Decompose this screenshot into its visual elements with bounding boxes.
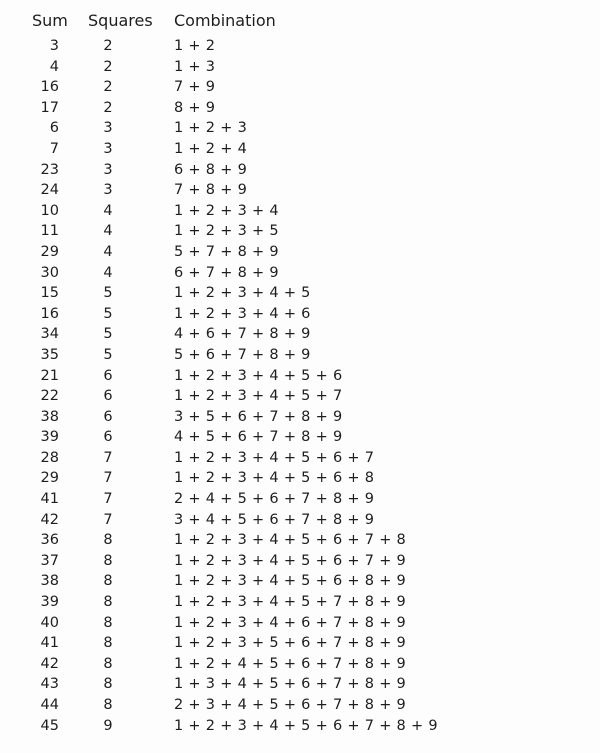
combination-cell: 6 + 7 + 8 + 9 <box>174 264 279 281</box>
table-row <box>0 304 600 325</box>
squares-cell: 5 <box>103 346 113 363</box>
squares-cell: 6 <box>103 429 113 446</box>
sum-cell: 11 <box>40 223 59 240</box>
combination-cell: 3 + 4 + 5 + 6 + 7 + 8 + 9 <box>174 511 375 528</box>
squares-cell: 7 <box>103 470 113 487</box>
combination-cell: 1 + 3 + 4 + 5 + 6 + 7 + 8 + 9 <box>174 676 407 693</box>
sum-cell: 4 <box>49 58 59 75</box>
table-row <box>0 695 600 716</box>
sum-cell: 41 <box>40 491 59 508</box>
table-row <box>0 386 600 407</box>
combination-cell: 1 + 2 <box>174 38 216 54</box>
squares-cell: 5 <box>103 326 113 343</box>
squares-cell: 8 <box>103 655 113 672</box>
squares-cell: 4 <box>103 243 113 260</box>
sum-cell: 34 <box>40 326 59 343</box>
table-row <box>0 98 600 119</box>
squares-cell: 8 <box>103 697 113 713</box>
table-body <box>0 36 600 736</box>
sum-cell: 38 <box>40 408 59 425</box>
combination-cell: 1 + 2 + 3 + 4 + 5 + 7 <box>174 388 343 405</box>
combination-cell: 1 + 2 + 3 + 4 <box>174 202 279 219</box>
squares-cell: 4 <box>103 264 113 281</box>
combination-cell: 1 + 2 + 3 + 5 + 6 + 7 + 8 + 9 <box>174 635 407 652</box>
sum-cell: 41 <box>40 635 59 652</box>
combination-cell: 4 + 6 + 7 + 8 + 9 <box>174 326 311 343</box>
table-row <box>0 263 600 284</box>
squares-cell: 6 <box>103 408 113 425</box>
table-row <box>0 407 600 428</box>
squares-cell: 2 <box>103 58 113 75</box>
table-row <box>0 118 600 139</box>
squares-cell: 5 <box>103 285 113 302</box>
squares-cell: 2 <box>103 79 113 96</box>
combination-cell: 1 + 2 + 3 + 4 + 6 + 7 + 8 + 9 <box>174 614 407 631</box>
squares-cell: 8 <box>103 573 113 590</box>
table-row <box>0 530 600 551</box>
table-row <box>0 654 600 675</box>
squares-cell: 3 <box>103 120 113 137</box>
table-row <box>0 427 600 448</box>
table-row <box>0 551 600 572</box>
table-row <box>0 345 600 366</box>
sum-cell: 3 <box>49 38 59 54</box>
combination-cell: 2 + 4 + 5 + 6 + 7 + 8 + 9 <box>174 491 375 508</box>
sum-cell: 29 <box>40 243 59 260</box>
combination-cell: 1 + 2 + 4 + 5 + 6 + 7 + 8 + 9 <box>174 655 407 672</box>
table-row <box>0 77 600 98</box>
table-row <box>0 592 600 613</box>
table-row <box>0 160 600 181</box>
squares-cell: 6 <box>103 388 113 405</box>
squares-cell: 8 <box>103 635 113 652</box>
combination-cell: 8 + 9 <box>174 99 216 116</box>
sum-cell: 38 <box>40 573 59 590</box>
combination-cell: 7 + 8 + 9 <box>174 182 248 199</box>
sum-cell: 42 <box>40 511 59 528</box>
combination-cell: 1 + 2 + 3 <box>174 120 248 137</box>
combination-cell: 1 + 2 + 3 + 4 + 5 + 6 + 8 + 9 <box>174 573 407 590</box>
squares-cell: 8 <box>103 532 113 549</box>
sum-cell: 45 <box>40 717 59 734</box>
sum-cell: 23 <box>40 161 59 178</box>
sum-cell: 16 <box>40 305 59 322</box>
squares-cell: 4 <box>103 202 113 219</box>
sum-cell: 28 <box>40 449 59 466</box>
sum-cell: 6 <box>49 120 59 137</box>
squares-cell: 9 <box>103 717 113 734</box>
combination-cell: 7 + 9 <box>174 79 216 96</box>
table-row <box>0 180 600 201</box>
table-row <box>0 36 600 57</box>
squares-cell: 3 <box>103 140 113 157</box>
table-row <box>0 716 600 737</box>
combination-cell: 1 + 2 + 3 + 4 + 5 + 6 + 8 <box>174 470 375 487</box>
combination-cell: 1 + 2 + 3 + 4 + 5 + 6 + 7 + 8 + 9 <box>174 717 438 734</box>
combination-cell: 1 + 2 + 4 <box>174 140 248 157</box>
sum-cell: 35 <box>40 346 59 363</box>
combination-cell: 4 + 5 + 6 + 7 + 8 + 9 <box>174 429 343 446</box>
table-row <box>0 613 600 634</box>
combination-cell: 3 + 5 + 6 + 7 + 8 + 9 <box>174 408 343 425</box>
sum-cell: 21 <box>40 367 59 384</box>
sum-cell: 37 <box>40 552 59 569</box>
squares-cell: 8 <box>103 594 113 611</box>
squares-cell: 7 <box>103 511 113 528</box>
combination-cell: 1 + 2 + 3 + 4 + 5 + 6 <box>174 367 343 384</box>
combination-cell: 1 + 2 + 3 + 4 + 5 + 6 + 7 + 9 <box>174 552 407 569</box>
table-row <box>0 366 600 387</box>
sum-cell: 40 <box>40 614 59 631</box>
table-row <box>0 571 600 592</box>
sum-cell: 17 <box>40 99 59 116</box>
squares-cell: 2 <box>103 38 113 54</box>
header-sum: Sum <box>32 11 68 30</box>
combination-cell: 2 + 3 + 4 + 5 + 6 + 7 + 8 + 9 <box>174 697 407 713</box>
sum-cell: 10 <box>40 202 59 219</box>
table-row <box>0 221 600 242</box>
table-row <box>0 510 600 531</box>
combination-cell: 6 + 8 + 9 <box>174 161 248 178</box>
table-row <box>0 139 600 160</box>
squares-cell: 4 <box>103 223 113 240</box>
sum-cell: 43 <box>40 676 59 693</box>
combination-cell: 1 + 3 <box>174 58 216 75</box>
sum-cell: 39 <box>40 429 59 446</box>
table-row <box>0 57 600 78</box>
sum-cell: 39 <box>40 594 59 611</box>
table-row <box>0 242 600 263</box>
combination-cell: 1 + 2 + 3 + 4 + 5 + 7 + 8 + 9 <box>174 594 407 611</box>
sum-cell: 42 <box>40 655 59 672</box>
table-row <box>0 633 600 654</box>
sum-cell: 44 <box>40 697 59 713</box>
combination-cell: 5 + 7 + 8 + 9 <box>174 243 279 260</box>
sum-cell: 24 <box>40 182 59 199</box>
sum-cell: 30 <box>40 264 59 281</box>
header-combination: Combination <box>174 11 276 30</box>
table-row <box>0 489 600 510</box>
squares-cell: 2 <box>103 99 113 116</box>
table-row <box>0 468 600 489</box>
squares-cell: 7 <box>103 491 113 508</box>
squares-cell: 3 <box>103 182 113 199</box>
table-row <box>0 283 600 304</box>
table-row <box>0 201 600 222</box>
combination-cell: 1 + 2 + 3 + 4 + 5 + 6 + 7 + 8 <box>174 532 407 549</box>
squares-cell: 8 <box>103 552 113 569</box>
combination-cell: 1 + 2 + 3 + 5 <box>174 223 279 240</box>
squares-cell: 8 <box>103 614 113 631</box>
squares-cell: 6 <box>103 367 113 384</box>
table-row <box>0 324 600 345</box>
sum-cell: 16 <box>40 79 59 96</box>
sum-cell: 36 <box>40 532 59 549</box>
combination-cell: 5 + 6 + 7 + 8 + 9 <box>174 346 311 363</box>
sum-cell: 15 <box>40 285 59 302</box>
table-row <box>0 674 600 695</box>
sum-cell: 29 <box>40 470 59 487</box>
sum-cell: 7 <box>49 140 59 157</box>
squares-cell: 7 <box>103 449 113 466</box>
table-header <box>0 11 600 35</box>
squares-cell: 8 <box>103 676 113 693</box>
squares-cell: 5 <box>103 305 113 322</box>
header-squares: Squares <box>88 11 153 30</box>
sum-cell: 22 <box>40 388 59 405</box>
table-row <box>0 448 600 469</box>
squares-cell: 3 <box>103 161 113 178</box>
combination-cell: 1 + 2 + 3 + 4 + 6 <box>174 305 311 322</box>
combination-cell: 1 + 2 + 3 + 4 + 5 + 6 + 7 <box>174 449 375 466</box>
combination-cell: 1 + 2 + 3 + 4 + 5 <box>174 285 311 302</box>
